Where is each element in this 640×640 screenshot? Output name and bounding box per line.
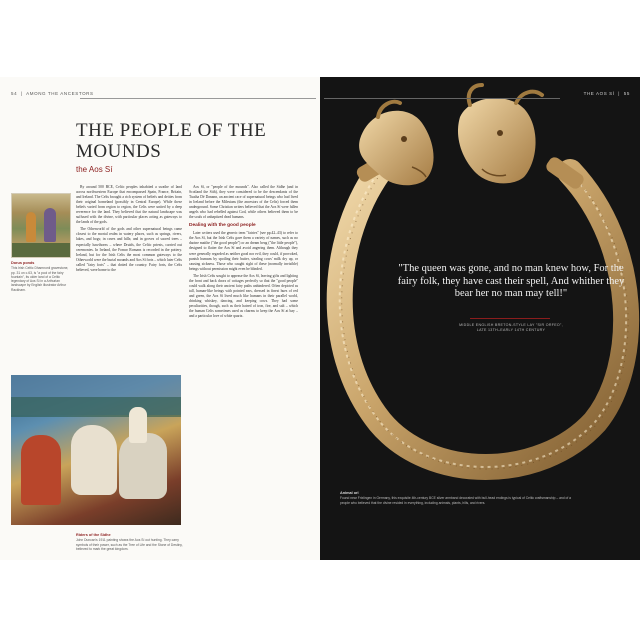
small-caption-heading: Dorus ponds — [11, 261, 35, 265]
right-section-label: THE AOS SÍ — [583, 91, 615, 96]
body-paragraph: Aos Sí, or "people of the mounds". Also called the Sidhe (and in Scotland the Sith), they were considered to be the descendants of the Tuatha Dé Danann, an ancient race of supernatural beings who had lived in Ireland before the Milesians (the ancestors of the Celts) forced them underground. Some Christian writers believed that the Aos Sí were fallen angels who had rebelled against God, while others believed them to be the souls of unbaptized dead humans. — [189, 185, 298, 220]
right-page — [320, 77, 640, 560]
left-running-head: 54 | AMONG THE ANCESTORS — [11, 91, 94, 96]
torc-caption — [340, 491, 580, 505]
left-page-number: 54 — [11, 91, 18, 96]
torc-caption-text: Found near Frixlingen in Germany, this exquisite 4th-century BCE silver armband decorated with bull-head endings is typical of Celtic craftsmanship – and of a people who believed that the divine resided in everything, including animals, plants, hills, and rivers. — [340, 496, 572, 505]
right-page-number: 55 — [623, 91, 630, 96]
right-running-head: THE AOS SÍ | 55 — [583, 91, 630, 96]
quote-divider — [470, 318, 550, 319]
left-head-rule — [80, 98, 316, 99]
torc-caption-heading: Animal orl — [340, 491, 359, 495]
small-painting-caption — [11, 261, 69, 292]
quote-attribution — [396, 323, 626, 333]
attribution-line: LATE 13TH–EARLY 14TH CENTURY — [476, 328, 546, 332]
book-spread — [0, 77, 640, 560]
large-caption-heading: Riders of the Sidhe — [76, 533, 111, 537]
body-column-1 — [76, 185, 182, 275]
large-painting-caption — [76, 533, 186, 551]
body-paragraph: By around 500 BCE, Celtic peoples inhabited a swathe of land across northwestern Europe that encompassed Spain, France, Britain, and Ireland. The Celts brought a rich system of beliefs and deities from their original homeland (possibly in Central Europe). While these beliefs varied from region to region, the Celts were united by a deep reverence for the land. They believed that the natural landscape was suffused with the divine, with particular places acting as gateways to the lands of the gods. — [76, 185, 182, 225]
section-subheading: Dealing with the good people — [189, 223, 256, 229]
attribution-line: MIDDLE ENGLISH BRETON-STYLE LAY "SIR ORFEO", — [459, 323, 563, 327]
page-subtitle: the Aos Sí — [76, 165, 113, 174]
small-painting-image — [11, 193, 71, 258]
body-column-2 — [189, 185, 298, 321]
pull-quote: "The queen was gone, and no man knew how, For the fairy folk, they have cast their spell, And whither they bear her no man may tell!" — [397, 263, 625, 299]
body-paragraph: The Irish Celts sought to appease the Aos Sí, leaving gifts and lighting the front and back doors of cottages perfectly so that the "good people" could walk along their ancient fairy paths unhindered. Often depicted as tall, human-like beings with pointed ears, dressed in finest hues of red and green, the Aos Sí lived much like humans in their parallel world, drinking whiskey, dancing, and keeping cows. They had some peculiarities, though, such as their hatred of iron, fire, and salt – which the human Celts sometimes used as charms to keep the Aos Sí at bay – and a particular love of white quartz. — [189, 273, 298, 319]
large-caption-text: John Duncan's 1911 painting shows the Aos Sí out hunting. They carry symbols of their power, such as the Tree of Life and the Stone of Destiny, believed to mark the great kingdom. — [76, 538, 183, 551]
body-paragraph: The Otherworld of the gods and other supernatural beings came closest to the mortal realm in watery places, such as springs, rivers, lakes, and bogs; in caves and hills; and in groves of sacred trees – especially hawthorns – where Druids, the Celtic priests, carried out ceremonies. In Ireland, the Fomor Romans is recorded in the pottery. Ireland, but for the Irish Celts the most common gateways to the Otherworld were the burial mounds and Aos Sí forts – which later Celts called "fairy forts" – that dotted the country. Fairy forts, the Celts believed, were home to the — [76, 227, 182, 272]
page-title: THE PEOPLE OF THE MOUNDS — [76, 120, 267, 162]
body-paragraph: Later writers used the generic term "fairies" (see pp.42–43) to refer to the Aos Sí, but the Irish Celts gave them a variety of names, such as no daoine maithe ("the good people") or an dream beag ("the little people"), designed to flatter the Aos Sí and avoid angering them. Although they were generally regarded as neither good nor evil, they could, if provoked, punish humans by spoiling their butter, stealing cows' milk dry up, or causing sickness. Those who caught sight of these (normally invisible) beings without permission might even be blinded. — [189, 231, 298, 271]
left-page — [0, 77, 320, 560]
riders-painting-image — [11, 375, 181, 525]
right-head-rule — [324, 98, 560, 99]
small-caption-text: This Irish Celtic Dhamnonii gravestone, pp. 31 on c.63, is "a pool of the fairy fountain", its older land of a Celtic legendary of Aos Sí in a Arthurian landscape by English illustrator Arthur Rackham. — [11, 266, 69, 292]
left-section-label: AMONG THE ANCESTORS — [26, 91, 94, 96]
